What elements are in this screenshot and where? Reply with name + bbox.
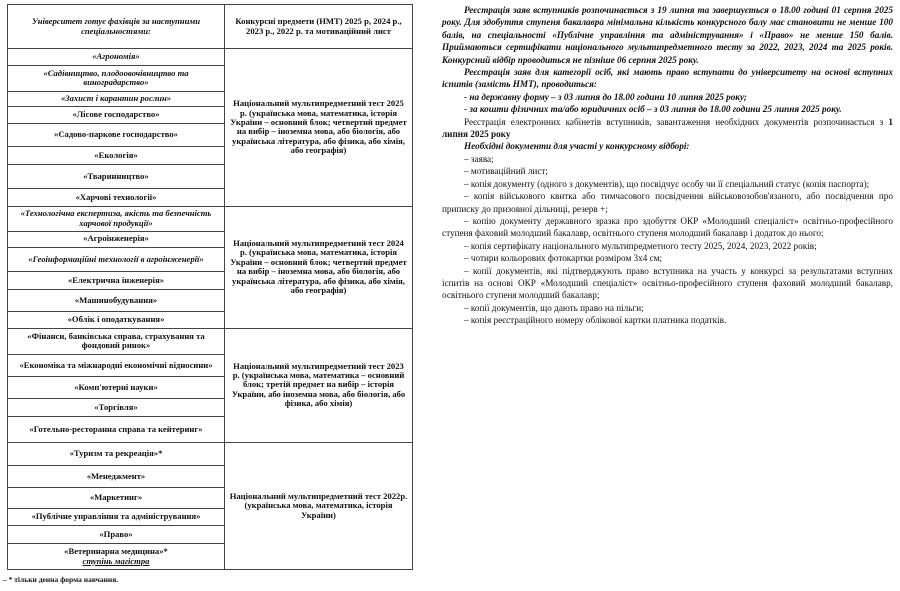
specialty-label: «Харчові технології» [75,191,157,202]
header-specialties: Університет готує фахівців за наступними спеціальностями: [8,5,225,49]
specialty-cell [8,290,225,311]
subjects-cell: Національний мультипредметний тест 2022р. (українська мова, математика, історія України) [225,442,413,569]
specialty-cell [8,91,225,106]
specialty-label: «Фінанси, банківська справа, страхування та фондовий ринок» [27,331,205,351]
document-item: – заява; [464,153,494,164]
document-item: – копії документів, що дають право на пільги; [464,302,644,313]
specialty-label: «Садівництво, плодоовочівництво та виноградарство» [43,67,189,88]
specialty-cell [8,231,225,247]
specialty-label: «Облік і оподаткування» [67,313,165,324]
subjects-cell: Національний мультипредметний тест 2025 р. (українська мова, математика, історія України – основний блок; четвертий предмет на вибір – іноземна мова, або біологія, або українська література, або фізика, або хімія, або географія) [225,49,413,207]
table-row [8,49,413,66]
specialty-cell [8,328,225,355]
document-item: – копія документу (одного з документів), що посвідчує особу чи її спеціальний статус (копія паспорта); [464,178,870,189]
cabinet-registration-paragraph [442,116,893,141]
specialty-cell [8,311,225,328]
table-row [8,442,413,465]
specialty-label: «Садово-паркове господарство» [54,129,178,140]
specialty-cell [8,206,225,231]
document-item: – чотири кольорових фотокартки розміром 3х4 см; [464,253,663,264]
specialty-label: «Електрична інженерія» [67,274,165,285]
specialty-label: «Машинобудування» [74,294,158,305]
specialty-cell [8,247,225,272]
specialty-label: «Екологія» [94,150,138,161]
specialty-label: «Геоінформаційні технології в агроінженерії» [28,253,204,264]
specialty-cell [8,272,225,290]
specialty-cell [8,147,225,165]
specialties-table [7,4,413,570]
documents-list [442,153,893,327]
specialty-label: «Право» [99,528,133,539]
specialty-label: «Маркетинг» [89,492,143,503]
specialty-cell [8,49,225,66]
document-item: – мотиваційний лист; [464,166,548,177]
specialty-label: «Тваринництво» [83,170,149,181]
exam-registration-paragraph: Реєстрація заяв для категорії осіб, які мають право вступати до університету на основі вступних іспитів (замість НМТ), проводиться: [442,67,893,90]
subjects-cell: Національний мультипредметний тест 2023 р. (українська мова, математика – основний блок; третій предмет на вибір – історія України, або іноземна мова, або біологія, або фізика, або хімія) [225,328,413,442]
document-item: – копія сертифікату національного мультипредметного тесту 2025, 2024, 2023, 2022 років; [464,240,817,251]
specialty-label: «Захист і карантин рослин» [60,92,172,103]
table-row [8,328,413,355]
specialty-cell [8,526,225,544]
specialty-label: «Лісове господарство» [72,108,160,119]
specialty-cell [8,399,225,417]
specialty-cell [8,123,225,146]
admission-info [442,4,893,327]
specialty-label: «Технологічна експертиза, якість та безпечність харчової продукції» [20,208,212,228]
cabinet-registration-text: Реєстрація електронних кабінетів вступників, завантаження необхідних документів розпочинається з [464,116,889,127]
header-subjects: Конкурсні предмети (НМТ) 2025 р, 2024 р., 2023 р., 2022 р. та мотиваційний лист [225,5,413,49]
paid-form-item: - за кошти фізичних та/або юридичних осіб – з 03 липня до 18.00 години 25 липня 2025 року. [464,104,842,115]
specialty-label: «Комп'ютерні науки» [74,381,158,392]
footnote: – * тільки денна форма навчання. [3,575,119,584]
document-item: – копія реєстраційного номеру облікової картки платника податків. [464,315,727,326]
specialty-label: «Публічне управління та адміністрування» [31,511,201,522]
specialty-label: «Торгівля» [94,401,138,412]
specialty-label: «Економіка та міжнародні економічні відносини» [19,359,213,370]
specialty-cell [8,355,225,376]
degree-note: ступінь магістра [82,555,150,566]
specialty-label: «Готельно-ресторанна справа та кейтеринг» [29,423,203,434]
document-item: – копію документу державного зразка про здобуття ОКР «Молодший спеціаліст» освітньо-професійного ступеня фаховий молодший бакалавр, освітнього ступеня молодший бакалавр і додаток до нього; [442,215,893,239]
specialty-cell [8,376,225,398]
document-item: – копія військового квитка або тимчасового посвідчення військовозобов'язаного, або посвідчення про приписку до призовної дільниці, резерв +; [442,191,893,214]
specialty-label: «Ветеринарна медицина»* [64,546,168,557]
specialty-cell [8,165,225,188]
state-form-item: - на державну форму – з 03 липня до 18.00 години 10 липня 2025 року; [464,91,747,102]
specialty-cell [8,487,225,508]
subjects-cell: Національний мультипредметний тест 2024 р. (українська мова, математика, історія України – основний блок; четвертий предмет на вибір – іноземна мова, або біологія, або українська література, або фізика, або хімія, або географія) [225,206,413,328]
specialty-cell [8,188,225,206]
specialty-cell [8,466,225,487]
specialty-cell [8,106,225,123]
table-row [8,206,413,231]
specialty-cell [8,417,225,443]
documents-heading: Необхідні документи для участі у конкурсному відборі: [464,141,690,152]
specialty-label: «Агрономія» [92,51,140,62]
specialty-cell [8,544,225,570]
specialty-label: «Туризм та рекреація»* [69,448,163,459]
specialty-label: «Агроінженерія» [83,233,149,244]
specialty-cell [8,508,225,525]
registration-dates-paragraph: Реєстрація заяв вступників розпочинається з 19 липня та завершується о 18.00 годині 01 серпня 2025 року. Для здобуття ступеня бакалавра мінімальна кількість конкурсного балу має становити не менше 100 балів, на спеціальності «Публічне управління та адміністрування» і «Право» не менше 150 балів. Приймаються сертифікати національного мультипредметного тесту за 2022, 2023, 2024 та 2025 років. Конкурсний відбір проводиться не пізніше 06 серпня 2025 року. [442,5,893,65]
document-item: – копії документів, які підтверджують право вступника на участь у конкурсі за результатами вступних іспитів на основі ОКР «Молодший спеціаліст» освітньо-професійного ступеня фаховий молодший бакалавр, освітнього ступеня молодший бакалавр; [442,265,893,301]
cabinet-registration-date: 1 липня 2025 року [442,116,893,140]
specialty-label: «Менеджмент» [86,470,146,481]
specialty-cell [8,442,225,465]
specialty-cell [8,66,225,92]
